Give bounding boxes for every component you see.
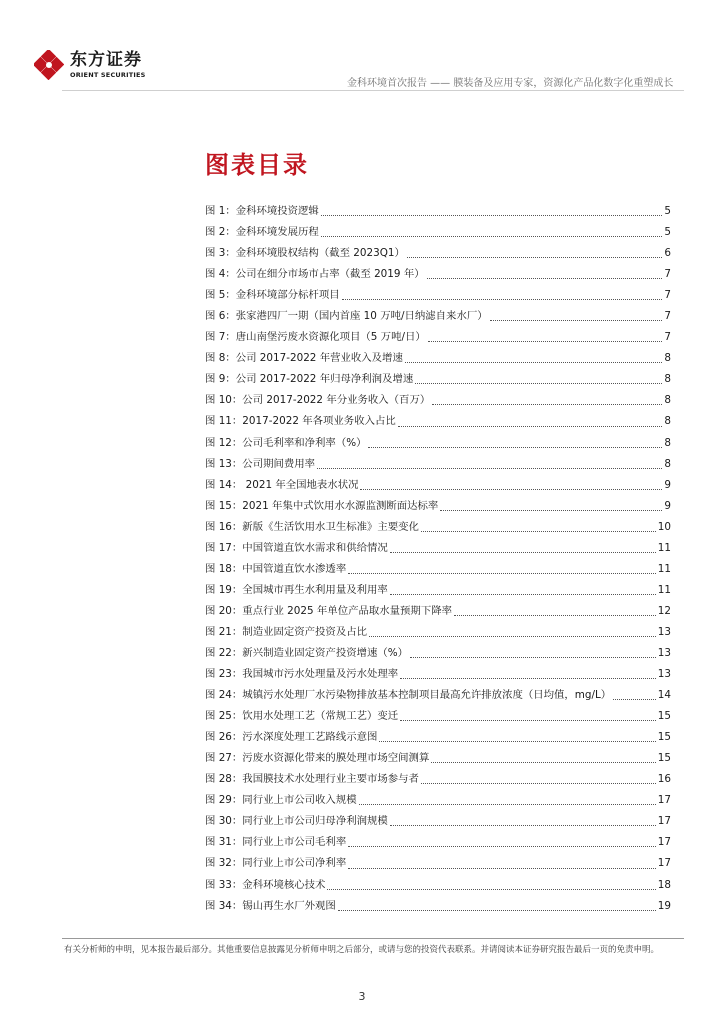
toc-entry-page: 9 (664, 478, 671, 491)
toc-entry-page: 16 (657, 773, 671, 786)
toc-leader-dots (490, 320, 663, 321)
toc-entry[interactable] (205, 581, 671, 602)
toc-entry-page: 8 (664, 415, 671, 428)
toc-entry-page: 15 (657, 731, 671, 744)
toc-entry[interactable] (205, 560, 671, 581)
toc-entry[interactable] (205, 602, 671, 623)
toc-leader-dots (405, 362, 663, 363)
toc-leader-dots (321, 215, 663, 216)
toc-entry[interactable] (205, 854, 671, 875)
toc-leader-dots (379, 741, 655, 742)
table-of-figures (205, 202, 671, 918)
toc-leader-dots (348, 846, 656, 847)
toc-entry-label: 图 5：金科环境部分标杆项目 (205, 289, 340, 302)
toc-entry[interactable] (205, 770, 671, 791)
toc-entry[interactable] (205, 897, 671, 918)
toc-entry-page: 12 (657, 604, 671, 617)
toc-leader-dots (613, 699, 656, 700)
toc-entry-page: 5 (664, 226, 671, 239)
toc-entry-label: 图 6：张家港四厂一期（国内首座 10 万吨/日纳滤自来水厂） (205, 310, 488, 323)
running-header: 金科环境首次报告 —— 膜装备及应用专家，资源化产品化数字化重塑成长 (347, 78, 674, 89)
toc-leader-dots (342, 299, 663, 300)
toc-title: 图表目录 (205, 151, 309, 179)
toc-entry[interactable] (205, 370, 671, 391)
toc-leader-dots (321, 236, 663, 237)
footer-disclaimer: 有关分析师的申明，见本报告最后部分。其他重要信息披露见分析师申明之后部分，或请与您的投资代表联系。并请阅读本证券研究报告最后一页的免责申明。 (64, 945, 660, 955)
toc-entry[interactable] (205, 391, 671, 412)
toc-entry-page: 8 (664, 394, 671, 407)
toc-entry-label: 图 22：新兴制造业固定资产投资增速（%） (205, 646, 409, 659)
toc-entry-page: 13 (657, 646, 671, 659)
toc-entry-label: 图 30：同行业上市公司归母净利润规模 (205, 815, 388, 828)
toc-entry[interactable] (205, 412, 671, 433)
toc-entry-label: 图 13：公司期间费用率 (205, 457, 316, 470)
toc-entry-page: 8 (664, 352, 671, 365)
toc-entry-page: 11 (657, 541, 671, 554)
toc-entry[interactable] (205, 728, 671, 749)
toc-entry-page: 10 (657, 520, 671, 533)
toc-leader-dots (410, 657, 656, 658)
toc-entry[interactable] (205, 349, 671, 370)
toc-entry-label: 图 11：2017-2022 年各项业务收入占比 (205, 415, 396, 428)
toc-entry-label: 图 15：2021 年集中式饮用水水源监测断面达标率 (205, 499, 439, 512)
toc-entry[interactable] (205, 833, 671, 854)
toc-entry[interactable] (205, 286, 671, 307)
toc-entry[interactable] (205, 812, 671, 833)
toc-entry-page: 7 (664, 289, 671, 302)
toc-entry-page: 7 (664, 268, 671, 281)
toc-leader-dots (400, 720, 656, 721)
toc-entry-label: 图 31：同行业上市公司毛利率 (205, 836, 347, 849)
toc-leader-dots (369, 636, 656, 637)
toc-leader-dots (327, 889, 655, 890)
footer-divider (62, 938, 684, 939)
toc-entry-page: 6 (664, 247, 671, 260)
toc-entry[interactable] (205, 644, 671, 665)
toc-leader-dots (390, 552, 656, 553)
toc-entry[interactable] (205, 623, 671, 644)
toc-entry[interactable] (205, 223, 671, 244)
toc-entry-label: 图 26：污水深度处理工艺路线示意图 (205, 731, 378, 744)
toc-entry-label: 图 33：金科环境核心技术 (205, 878, 326, 891)
header-divider (62, 90, 684, 91)
toc-entry-label: 图 9：公司 2017-2022 年归母净利润及增速 (205, 373, 414, 386)
toc-entry-label: 图 10：公司 2017-2022 年分业务收入（百万） (205, 394, 431, 407)
toc-leader-dots (407, 257, 662, 258)
toc-leader-dots (432, 404, 662, 405)
toc-entry-label: 图 24：城镇污水处理厂水污染物排放基本控制项目最高允许排放浓度（日均值，mg/L） (205, 689, 612, 702)
toc-entry[interactable] (205, 876, 671, 897)
page-number: 3 (358, 990, 366, 1003)
toc-entry-page: 8 (664, 436, 671, 449)
toc-entry-label: 图 21：制造业固定资产投资及占比 (205, 625, 367, 638)
toc-entry[interactable] (205, 202, 671, 223)
toc-entry[interactable] (205, 707, 671, 728)
toc-entry-page: 15 (657, 752, 671, 765)
toc-leader-dots (454, 615, 656, 616)
toc-entry[interactable] (205, 518, 671, 539)
toc-leader-dots (415, 383, 662, 384)
toc-leader-dots (360, 489, 662, 490)
toc-entry-label: 图 27：污废水资源化带来的膜处理市场空间测算 (205, 752, 430, 765)
toc-leader-dots (368, 447, 662, 448)
toc-entry-label: 图 23：我国城市污水处理量及污水处理率 (205, 668, 399, 681)
toc-entry-page: 8 (664, 457, 671, 470)
toc-leader-dots (317, 468, 662, 469)
toc-entry-page: 7 (664, 331, 671, 344)
toc-leader-dots (390, 594, 656, 595)
toc-leader-dots (421, 531, 656, 532)
toc-entry-label: 图 1：金科环境投资逻辑 (205, 205, 319, 217)
toc-entry[interactable] (205, 749, 671, 770)
toc-entry-label: 图 34：锡山再生水厂外观图 (205, 899, 336, 912)
toc-leader-dots (398, 426, 663, 427)
toc-leader-dots (428, 341, 663, 342)
toc-entry-page: 19 (657, 899, 671, 912)
toc-leader-dots (348, 868, 656, 869)
toc-entry-label: 图 4：公司在细分市场市占率（截至 2019 年） (205, 268, 425, 281)
toc-entry-page: 11 (657, 562, 671, 575)
brand-logo (34, 50, 146, 80)
toc-entry-label: 图 14： 2021 年全国地表水状况 (205, 478, 359, 491)
toc-entry-label: 图 3：金科环境股权结构（截至 2023Q1） (205, 247, 405, 260)
toc-entry[interactable] (205, 791, 671, 812)
toc-entry[interactable] (205, 665, 671, 686)
toc-entry-page: 13 (657, 668, 671, 681)
toc-entry-page: 15 (657, 710, 671, 723)
toc-entry[interactable] (205, 244, 671, 265)
toc-entry-label: 图 2：金科环境发展历程 (205, 226, 319, 239)
toc-entry-page: 11 (657, 583, 671, 596)
toc-leader-dots (338, 910, 656, 911)
toc-entry-label: 图 8：公司 2017-2022 年营业收入及增速 (205, 352, 403, 365)
toc-entry-page: 17 (657, 815, 671, 828)
toc-entry-page: 14 (657, 689, 671, 702)
toc-leader-dots (427, 278, 663, 279)
toc-entry-page: 13 (657, 625, 671, 638)
orient-securities-logo-icon (34, 50, 64, 80)
toc-entry-label: 图 12：公司毛利率和净利率（%） (205, 436, 367, 449)
toc-entry[interactable] (205, 686, 671, 707)
toc-entry[interactable] (205, 497, 671, 518)
toc-entry-label: 图 18：中国管道直饮水渗透率 (205, 562, 347, 575)
toc-leader-dots (421, 783, 656, 784)
toc-entry-page: 9 (664, 499, 671, 512)
toc-entry[interactable] (205, 307, 671, 328)
toc-entry-page: 17 (657, 794, 671, 807)
brand-name-cn: 东方证券 (70, 49, 142, 70)
toc-entry[interactable] (205, 265, 671, 286)
toc-entry-label: 图 32：同行业上市公司净利率 (205, 857, 347, 870)
toc-entry-page: 17 (657, 857, 671, 870)
toc-leader-dots (348, 573, 656, 574)
toc-entry-label: 图 29：同行业上市公司收入规模 (205, 794, 357, 807)
toc-entry-page: 5 (664, 205, 671, 217)
toc-leader-dots (390, 825, 656, 826)
toc-entry[interactable] (205, 476, 671, 497)
toc-entry-page: 18 (657, 878, 671, 891)
toc-entry[interactable] (205, 328, 671, 349)
toc-entry-page: 17 (657, 836, 671, 849)
toc-leader-dots (359, 804, 656, 805)
toc-entry[interactable] (205, 434, 671, 455)
toc-leader-dots (440, 510, 662, 511)
toc-entry[interactable] (205, 539, 671, 560)
toc-entry-label: 图 20：重点行业 2025 年单位产品取水量预期下降率 (205, 604, 452, 617)
toc-leader-dots (431, 762, 655, 763)
toc-entry-label: 图 19：全国城市再生水利用量及利用率 (205, 583, 388, 596)
toc-entry-label: 图 16：新版《生活饮用水卫生标准》主要变化 (205, 520, 419, 533)
toc-entry-label: 图 17：中国管道直饮水需求和供给情况 (205, 541, 388, 554)
toc-entry-page: 8 (664, 373, 671, 386)
toc-entry-page: 7 (664, 310, 671, 323)
toc-entry-label: 图 25：饮用水处理工艺（常规工艺）变迁 (205, 710, 399, 723)
toc-leader-dots (400, 678, 656, 679)
toc-entry[interactable] (205, 455, 671, 476)
toc-entry-label: 图 7：唐山南堡污废水资源化项目（5 万吨/日） (205, 331, 426, 344)
brand-name-en: ORIENT SECURITIES (70, 70, 146, 79)
toc-entry-label: 图 28：我国膜技术水处理行业主要市场参与者 (205, 773, 419, 786)
